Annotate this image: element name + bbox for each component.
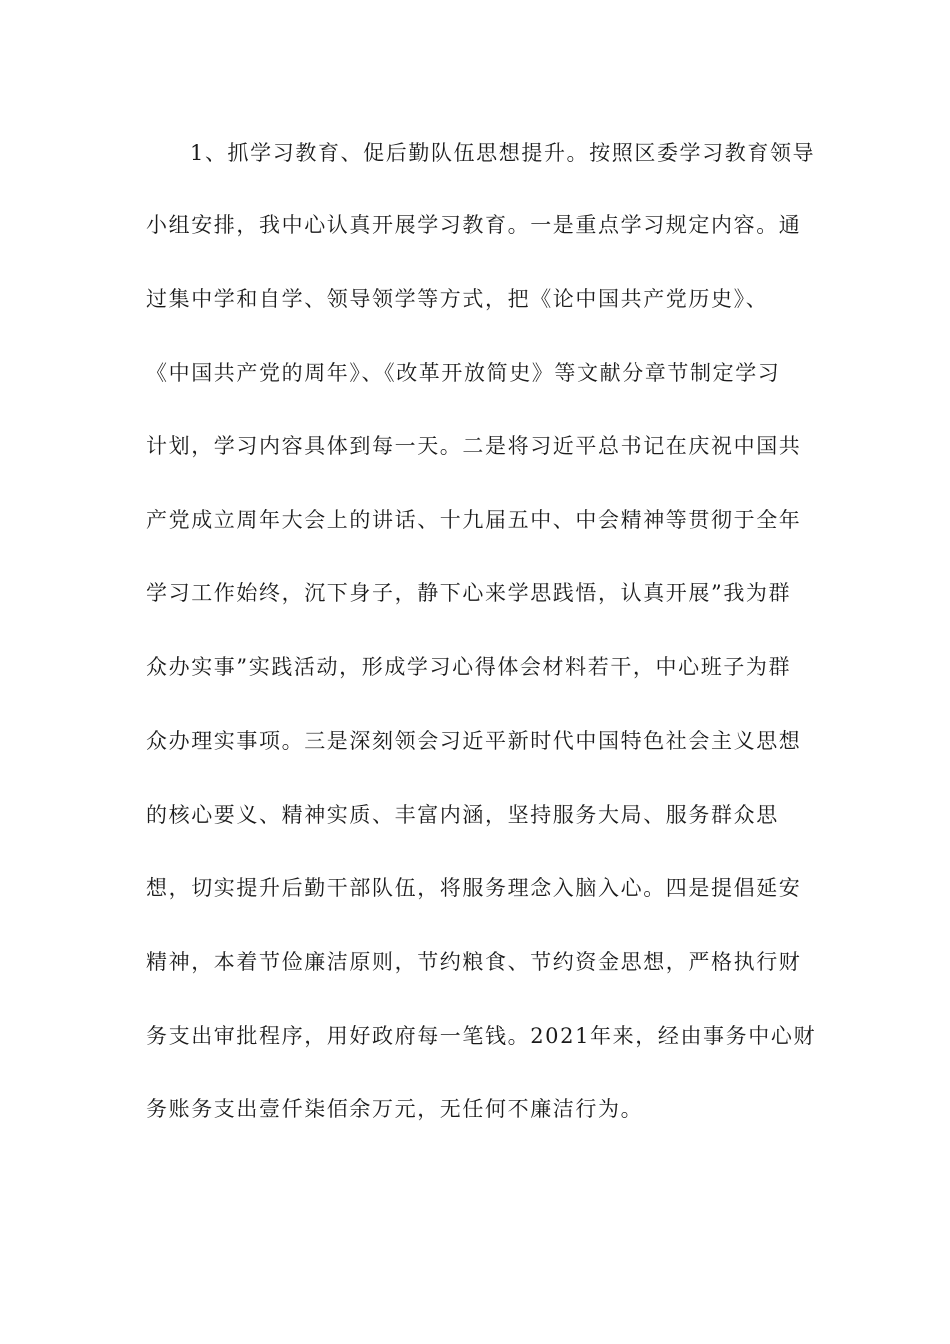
paragraph-line: 学习工作始终，沉下身子，静下心来学思践悟，认真开展”我为群 — [146, 581, 792, 605]
paragraph-line: 的核心要义、精神实质、丰富内涵，坚持服务大局、服务群众思 — [146, 803, 779, 827]
paragraph-line: 过集中学和自学、领导领学等方式，把《论中国共产党历史》、 — [146, 287, 769, 311]
paragraph-line: 众办理实事项。三是深刻领会习近平新时代中国特色社会主义思想 — [146, 729, 802, 753]
paragraph-line: 务支出审批程序，用好政府每一笔钱。2021年来，经由事务中心财 — [146, 1024, 817, 1048]
paragraph-line: 精神，本着节俭廉洁原则，节约粮食、节约资金思想，严格执行财 — [146, 950, 802, 974]
paragraph-line: 计划，学习内容具体到每一天。二是将习近平总书记在庆祝中国共 — [146, 434, 802, 458]
paragraph-line: 1、抓学习教育、促后勤队伍思想提升。按照区委学习教育领导 — [190, 141, 816, 165]
paragraph-line: 想，切实提升后勤干部队伍，将服务理念入脑入心。四是提倡延安 — [146, 876, 802, 900]
paragraph-line: 众办实事”实践活动，形成学习心得体会材料若干，中心班子为群 — [146, 655, 792, 679]
paragraph-line: 务账务支出壹仟柒佰余万元，无任何不廉洁行为。 — [146, 1097, 644, 1121]
paragraph-line: 《中国共产党的周年》、《改革开放简史》等文献分章节制定学习 — [146, 361, 781, 385]
paragraph-line: 产党成立周年大会上的讲话、十九届五中、中会精神等贯彻于全年 — [146, 508, 802, 532]
paragraph-line: 小组安排，我中心认真开展学习教育。一是重点学习规定内容。通 — [146, 213, 802, 237]
